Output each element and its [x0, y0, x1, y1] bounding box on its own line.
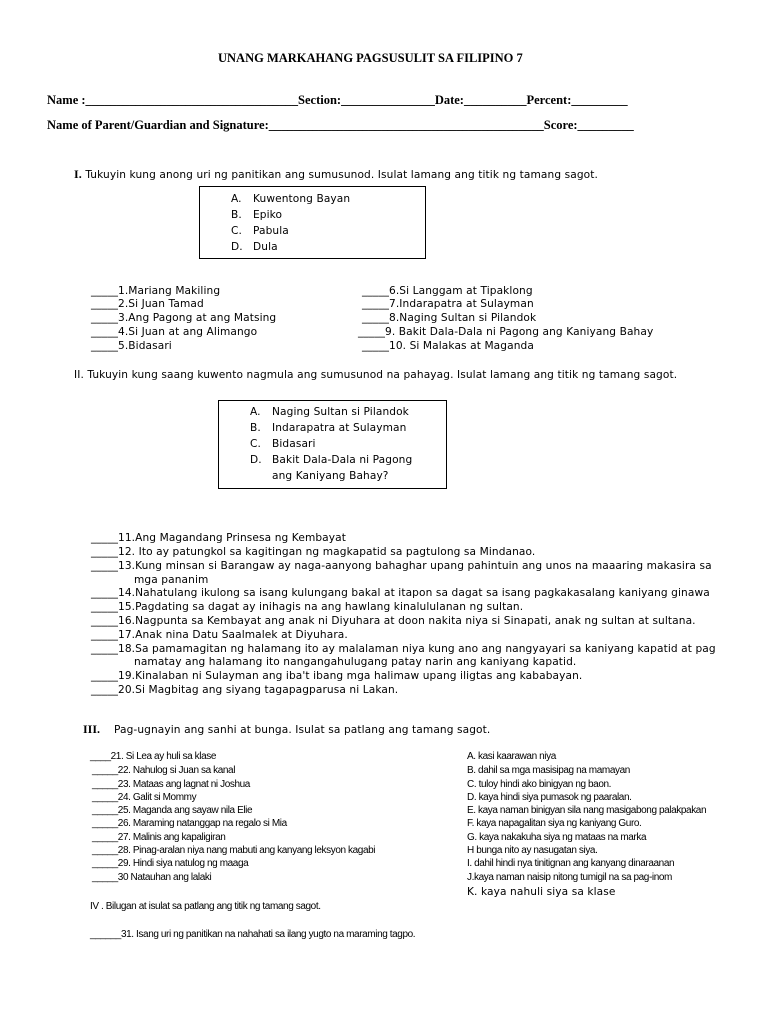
answer-option: D. kaya hindi siya pumasok ng paaralan.: [467, 792, 632, 803]
list-item[interactable]: _____10. Si Malakas at Maganda: [362, 340, 534, 352]
answer-option: K. kaya nahuli siya sa klase: [467, 886, 616, 898]
list-item[interactable]: _____19.Kinalaban ni Sulayman ang iba't ibang mga halimaw upang iligtas ang kababayan.: [91, 670, 583, 682]
choice-a-letter: A.: [250, 406, 261, 418]
choice-d-letter: D.: [231, 241, 243, 253]
list-item[interactable]: _____20.Si Magbitag ang siyang tagapagparusa ni Lakan.: [91, 684, 399, 696]
list-item[interactable]: _____4.Si Juan at ang Alimango: [91, 326, 258, 338]
list-item[interactable]: _____13.Kung minsan si Barangaw ay naga-aanyong bahaghar upang pahintuin ang unos na maaaring makasira sa: [91, 560, 712, 572]
choice-b-text: Epiko: [253, 209, 283, 221]
list-item[interactable]: _____1.Mariang Makiling: [91, 285, 221, 297]
list-item[interactable]: _____9. Bakit Dala-Dala ni Pagong ang Kaniyang Bahay: [358, 326, 654, 338]
list-item[interactable]: _____17.Anak nina Datu Saalmalek at Diyuhara.: [91, 629, 348, 641]
list-item[interactable]: _____5.Bidasari: [91, 340, 172, 352]
choice-a-letter: A.: [231, 193, 242, 205]
choice-d-text: Bakit Dala-Dala ni Pagong: [272, 454, 413, 466]
choice-b-letter: B.: [250, 422, 261, 434]
choice-c-letter: C.: [250, 438, 261, 450]
list-item[interactable]: _____26. Maraming natanggap na regalo si Mia: [92, 818, 287, 829]
list-item[interactable]: _____6.Si Langgam at Tipaklong: [362, 285, 533, 297]
choice-d-letter: D.: [250, 454, 262, 466]
choice-c-letter: C.: [231, 225, 242, 237]
part3-number: III.: [83, 722, 101, 736]
part1-instruction: I. Tukuyin kung anong uri ng panitikan ang sumusunod. Isulat lamang ang titik ng tamang sagot.: [74, 167, 598, 181]
choice-b-letter: B.: [231, 209, 242, 221]
list-item[interactable]: _____30 Natauhan ang lalaki: [92, 872, 212, 883]
list-item[interactable]: _____2.Si Juan Tamad: [91, 298, 204, 310]
list-item[interactable]: _____7.Indarapatra at Sulayman: [362, 298, 534, 310]
choice-b-text: Indarapatra at Sulayman: [272, 422, 407, 434]
list-item-cont: namatay ang halamang ito nangangahulugang patay narin ang kaniyang kapatid.: [134, 656, 577, 668]
part2-choices-box: [218, 400, 447, 489]
answer-option: G. kaya nakakuha siya ng mataas na marka: [467, 832, 647, 843]
list-item[interactable]: _____15.Pagdating sa dagat ay inihagis na ang hawlang kinalululanan ng sultan.: [91, 601, 524, 613]
list-item[interactable]: _____27. Malinis ang kapaligiran: [92, 832, 226, 843]
parent-signature-score-line[interactable]: Name of Parent/Guardian and Signature:____________________________________________Score:_________: [47, 118, 634, 132]
answer-option: F. kaya napagalitan siya ng kaniyang Guro.: [467, 818, 642, 829]
list-item[interactable]: _____3.Ang Pagong at ang Matsing: [91, 312, 277, 324]
answer-option: C. tuloy hindi ako binigyan ng baon.: [467, 779, 612, 790]
choice-c-text: Bidasari: [272, 438, 316, 450]
choice-d-text-cont: ang Kaniyang Bahay?: [272, 470, 389, 482]
list-item[interactable]: ______31. Isang uri ng panitikan na nahahati sa ilang yugto na maraming tagpo.: [90, 929, 416, 940]
list-item[interactable]: _____16.Nagpunta sa Kembayat ang anak ni Diyuhara at doon nakita niya si Sinapati, anak ng sultan at sultana.: [91, 615, 696, 627]
answer-option: B. dahil sa mga masisipag na mamayan: [467, 765, 630, 776]
answer-option: E. kaya naman binigyan sila nang masigabong palakpakan: [467, 805, 707, 816]
answer-option: A. kasi kaarawan niya: [467, 751, 556, 762]
page-title: UNANG MARKAHANG PAGSUSULIT SA FILIPINO 7: [218, 51, 523, 65]
list-item[interactable]: _____22. Nahulog si Juan sa kanal: [92, 765, 236, 776]
list-item[interactable]: _____29. Hindi siya natulog ng maaga: [92, 858, 249, 869]
list-item[interactable]: _____12. Ito ay patungkol sa kagitingan ng magkapatid sa pagtulong sa Mindanao.: [91, 546, 536, 558]
choice-a-text: Naging Sultan si Pilandok: [272, 406, 409, 418]
list-item[interactable]: _____18.Sa pamamagitan ng halamang ito ay malalaman niya kung ano ang nangyayari sa kaniyang kapatid at pag: [91, 643, 716, 655]
list-item[interactable]: _____8.Naging Sultan si Pilandok: [362, 312, 537, 324]
choice-c-text: Pabula: [253, 225, 289, 237]
list-item-cont: mga pananim: [134, 574, 209, 586]
part3-instruction: Pag-ugnayin ang sanhi at bunga. Isulat sa patlang ang tamang sagot.: [114, 724, 491, 736]
list-item[interactable]: ____21. Si Lea ay huli sa klase: [90, 751, 217, 762]
part1-choices-box: [199, 186, 426, 259]
answer-option: J.kaya naman naisip nitong tumigil na sa pag-inom: [467, 872, 672, 883]
list-item[interactable]: _____24. Galit si Mommy: [92, 792, 197, 803]
answer-option: H bunga nito ay nasugatan siya.: [467, 845, 598, 856]
list-item[interactable]: _____25. Maganda ang sayaw nila Elie: [92, 805, 253, 816]
choice-d-text: Dula: [253, 241, 278, 253]
name-section-date-line[interactable]: Name :__________________________________Section:_______________Date:__________Percent:_________: [47, 93, 628, 107]
part2-instruction: II. Tukuyin kung saang kuwento nagmula ang sumusunod na pahayag. Isulat lamang ang titik ng tamang sagot.: [74, 369, 678, 381]
list-item[interactable]: _____14.Nahatulang ikulong sa isang kulungang bakal at itapon sa dagat sa isang pagkakasalang kaniyang ginawa: [91, 587, 710, 599]
part4-instruction: IV . Bilugan at isulat sa patlang ang titik ng tamang sagot.: [90, 901, 321, 912]
answer-option: I. dahil hindi nya tinitignan ang kanyang dinaraanan: [467, 858, 675, 869]
choice-a-text: Kuwentong Bayan: [253, 193, 351, 205]
list-item[interactable]: _____28. Pinag-aralan niya nang mabuti ang kanyang leksyon kagabi: [92, 845, 376, 856]
list-item[interactable]: _____23. Mataas ang lagnat ni Joshua: [92, 779, 250, 790]
list-item[interactable]: _____11.Ang Magandang Prinsesa ng Kembayat: [91, 532, 346, 544]
